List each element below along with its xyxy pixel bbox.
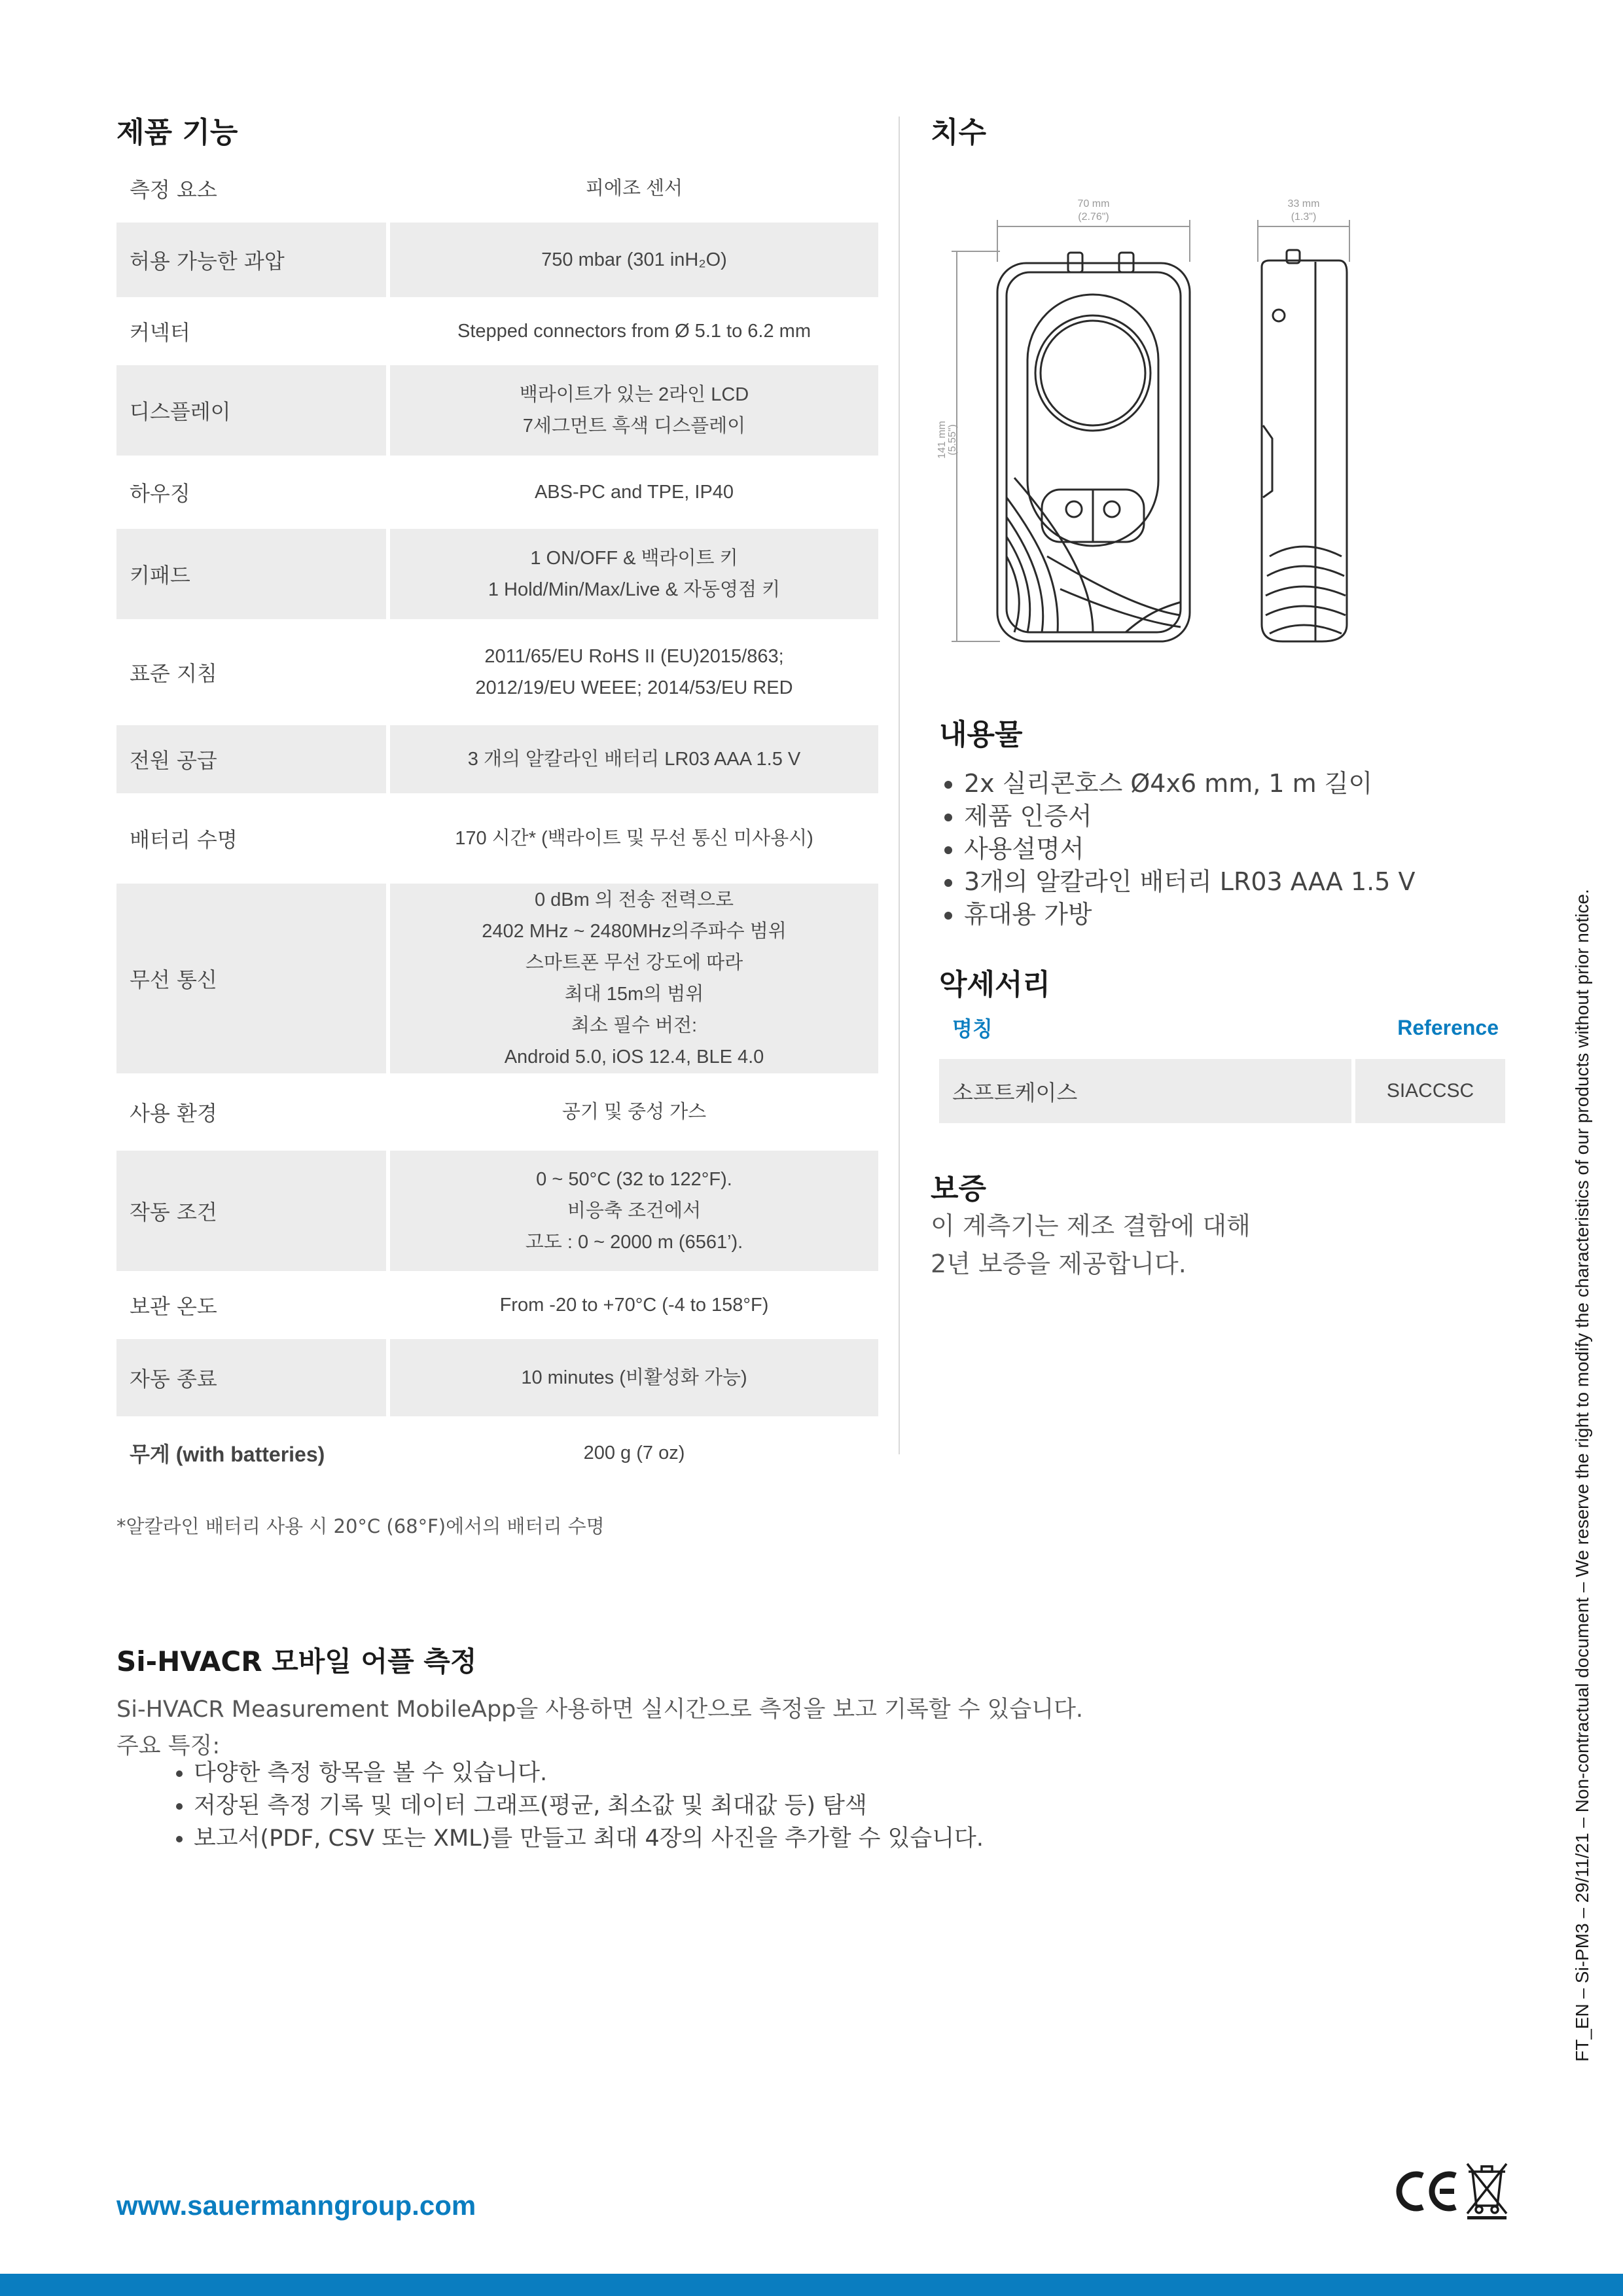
spec-value-line: 백라이트가 있는 2라인 LCD <box>519 384 749 405</box>
spec-value-line: 0 dBm 의 전송 전력으로 <box>534 889 734 910</box>
accessories-title: 악세서리 <box>939 968 1051 1001</box>
ce-mark-icon <box>1394 2170 1459 2212</box>
spec-row <box>116 1416 878 1490</box>
spec-label: 전원 공급 <box>116 725 386 793</box>
spec-row <box>116 365 878 456</box>
contents-list <box>939 767 1415 931</box>
dim-width-side: 33 mm <box>1287 198 1320 209</box>
spec-value <box>390 884 878 1073</box>
contents-title: 내용물 <box>939 718 1023 751</box>
spec-label: 커넥터 <box>130 320 190 345</box>
spec-value-line: 170 시간* (백라이트 및 무선 통신 미사용시) <box>455 828 813 849</box>
spec-value-line: 스마트폰 무선 강도에 따라 <box>525 952 743 973</box>
spec-label: 무게 (with batteries) <box>130 1443 325 1466</box>
spec-label: 표준 지침 <box>130 661 217 686</box>
accessories-col-name: 명칭 <box>952 1016 993 1041</box>
dim-width-front: 70 mm <box>1077 198 1110 209</box>
spec-label: 디스플레이 <box>116 365 386 456</box>
app-intro: Si-HVACR Measurement MobileApp을 사용하면 실시간으로 측정을 보고 기록할 수 있습니다. <box>116 1696 1084 1723</box>
spec-value-line: 공기 및 중성 가스 <box>562 1102 707 1122</box>
contents-item: • 휴대용 가방 <box>964 898 1415 931</box>
accessory-ref: SIACCSC <box>1355 1059 1505 1123</box>
spec-value <box>390 1416 878 1490</box>
warranty-line-2: 2년 보증을 제공합니다. <box>931 1249 1186 1278</box>
spec-label: 하우징 <box>130 481 190 506</box>
spec-row <box>116 1073 878 1151</box>
spec-value <box>390 793 878 884</box>
spec-label: 작동 조건 <box>116 1151 386 1271</box>
warranty-title: 보증 <box>931 1172 987 1206</box>
accessories-table <box>939 1001 1505 1123</box>
spec-value-line: 1 Hold/Min/Max/Live & 자동영점 키 <box>488 579 781 600</box>
dimensions-title: 치수 <box>931 116 987 149</box>
footer-color-bar <box>0 2274 1623 2296</box>
spec-value-line: 7세그먼트 흑색 디스플레이 <box>522 416 746 437</box>
spec-row <box>116 223 878 297</box>
app-feature-item: • 다양한 측정 항목을 볼 수 있습니다. <box>194 1757 984 1789</box>
spec-row <box>116 529 878 619</box>
spec-value <box>390 619 878 725</box>
spec-row <box>116 154 878 223</box>
spec-value <box>390 725 878 793</box>
spec-value <box>390 529 878 619</box>
spec-value <box>390 1151 878 1271</box>
spec-value <box>390 1271 878 1339</box>
spec-label: 자동 종료 <box>116 1339 386 1416</box>
accessories-col-ref: Reference <box>1397 1015 1499 1039</box>
spec-value-line: 750 mbar (301 inH₂O) <box>541 249 727 270</box>
accessories-rows <box>939 1059 1505 1123</box>
spec-table <box>116 154 878 1490</box>
spec-value-line: 0 ~ 50°C (32 to 122°F). <box>536 1169 732 1190</box>
contents-item: • 제품 인증서 <box>964 800 1415 833</box>
spec-row <box>116 1271 878 1339</box>
spec-value <box>390 223 878 297</box>
spec-value <box>390 456 878 529</box>
spec-value <box>390 1073 878 1151</box>
dim-height: 141 mm <box>936 421 948 459</box>
spec-row <box>116 1151 878 1271</box>
accessory-row <box>939 1059 1505 1123</box>
spec-row <box>116 725 878 793</box>
dim-height-in: (5.55") <box>947 424 958 456</box>
contents-item: • 사용설명서 <box>964 833 1415 865</box>
spec-value-line: 2012/19/EU WEEE; 2014/53/EU RED <box>475 677 793 698</box>
weee-bin-icon <box>1463 2160 1510 2220</box>
spec-value-line: 2402 MHz ~ 2480MHz의주파수 범위 <box>482 921 787 942</box>
spec-value-line: 200 g (7 oz) <box>583 1443 685 1463</box>
spec-value-line: 2011/65/EU RoHS II (EU)2015/863; <box>484 646 784 667</box>
accessories-header <box>939 1001 1505 1054</box>
contents-item: • 2x 실리콘호스 Ø4x6 mm, 1 m 길이 <box>964 767 1415 800</box>
spec-row <box>116 884 878 1073</box>
side-disclaimer: FT_EN – Si-PM3 – 29/11/21 – Non-contractual document – We reserve the right to modify the characteristics of our products without prior notice. <box>1572 889 1592 2062</box>
spec-value <box>390 365 878 456</box>
contents-item: • 3개의 알칼라인 배터리 LR03 AAA 1.5 V <box>964 865 1415 898</box>
device-dimension-drawing <box>929 190 1427 661</box>
app-feature-item: • 보고서(PDF, CSV 또는 XML)를 만들고 최대 4장의 사진을 추가할 수 있습니다. <box>194 1822 984 1855</box>
spec-value <box>390 154 878 223</box>
app-title: Si-HVACR 모바일 어플 측정 <box>116 1645 477 1677</box>
spec-value-line: 10 minutes (비활성화 가능) <box>521 1367 747 1388</box>
spec-value-line: ABS-PC and TPE, IP40 <box>534 482 734 503</box>
spec-row <box>116 619 878 725</box>
spec-row <box>116 297 878 365</box>
spec-label: 무선 통신 <box>116 884 386 1073</box>
accessory-name: 소프트케이스 <box>939 1059 1351 1123</box>
spec-value-line: Stepped connectors from Ø 5.1 to 6.2 mm <box>457 321 811 342</box>
spec-value-line: 비응축 조건에서 <box>567 1200 702 1221</box>
column-divider <box>899 117 900 1454</box>
spec-row <box>116 1339 878 1416</box>
app-features-label: 주요 특징: <box>116 1733 221 1759</box>
spec-label: 사용 환경 <box>130 1101 217 1126</box>
warranty-line-1: 이 계측기는 제조 결함에 대해 <box>931 1211 1251 1240</box>
website-link[interactable]: www.sauermanngroup.com <box>116 2190 476 2221</box>
spec-value-line: 최대 15m의 범위 <box>564 984 704 1005</box>
spec-label: 키패드 <box>116 529 386 619</box>
app-features-list <box>169 1757 984 1855</box>
spec-row <box>116 793 878 884</box>
spec-label: 보관 온도 <box>130 1294 217 1319</box>
dim-width-front-in: (2.76") <box>1078 211 1109 223</box>
spec-value-line: Android 5.0, iOS 12.4, BLE 4.0 <box>504 1047 764 1067</box>
spec-value-line: 3 개의 알칼라인 배터리 LR03 AAA 1.5 V <box>467 749 801 770</box>
spec-value <box>390 1339 878 1416</box>
features-title: 제품 기능 <box>116 116 238 149</box>
spec-label: 측정 요소 <box>130 177 217 202</box>
battery-footnote: *알칼라인 배터리 사용 시 20°C (68°F)에서의 배터리 수명 <box>116 1515 605 1537</box>
spec-label: 허용 가능한 과압 <box>116 223 386 297</box>
spec-value <box>390 297 878 365</box>
spec-value-line: 1 ON/OFF & 백라이트 키 <box>530 548 738 569</box>
spec-value-line: 최소 필수 버전: <box>571 1015 698 1036</box>
spec-label: 배터리 수명 <box>130 827 238 852</box>
spec-value-line: 피에조 센서 <box>585 178 683 199</box>
dim-width-side-in: (1.3") <box>1291 211 1317 223</box>
spec-value-line: From -20 to +70°C (-4 to 158°F) <box>499 1295 769 1316</box>
spec-row <box>116 456 878 529</box>
spec-value-line: 고도 : 0 ~ 2000 m (6561’). <box>525 1232 743 1253</box>
app-feature-item: • 저장된 측정 기록 및 데이터 그래프(평균, 최소값 및 최대값 등) 탐색 <box>194 1789 984 1822</box>
